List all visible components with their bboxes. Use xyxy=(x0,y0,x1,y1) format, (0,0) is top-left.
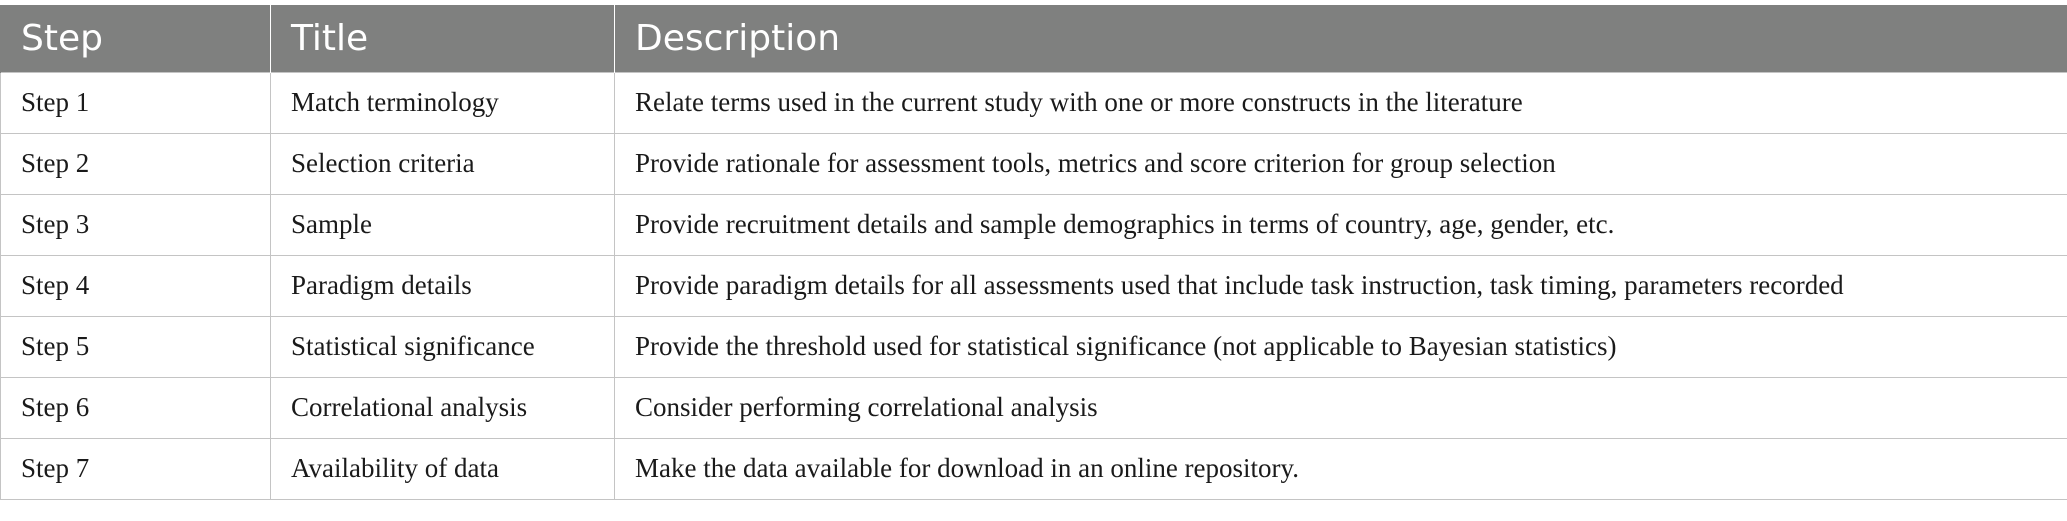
table-row xyxy=(1,194,2067,255)
cell-title: Paradigm details xyxy=(271,255,615,316)
cell-step: Step 5 xyxy=(1,316,271,377)
steps-table-container xyxy=(0,5,2067,500)
cell-description: Consider performing correlational analysis xyxy=(615,377,2067,438)
table-row xyxy=(1,377,2067,438)
cell-step: Step 1 xyxy=(1,72,271,133)
table-header xyxy=(1,5,2067,72)
cell-step: Step 4 xyxy=(1,255,271,316)
cell-step: Step 3 xyxy=(1,194,271,255)
cell-title: Correlational analysis xyxy=(271,377,615,438)
cell-step: Step 6 xyxy=(1,377,271,438)
table-body xyxy=(1,72,2067,499)
table-row xyxy=(1,316,2067,377)
cell-description: Provide recruitment details and sample demographics in terms of country, age, gender, etc. xyxy=(615,194,2067,255)
cell-description: Provide paradigm details for all assessments used that include task instruction, task timing, parameters recorded xyxy=(615,255,2067,316)
table-row xyxy=(1,438,2067,499)
cell-description: Make the data available for download in an online repository. xyxy=(615,438,2067,499)
cell-step: Step 2 xyxy=(1,133,271,194)
table-row xyxy=(1,133,2067,194)
cell-description: Provide the threshold used for statistical significance (not applicable to Bayesian statistics) xyxy=(615,316,2067,377)
cell-title: Availability of data xyxy=(271,438,615,499)
table-row xyxy=(1,72,2067,133)
steps-table xyxy=(0,5,2067,500)
cell-title: Statistical significance xyxy=(271,316,615,377)
cell-title: Match terminology xyxy=(271,72,615,133)
cell-description: Relate terms used in the current study with one or more constructs in the literature xyxy=(615,72,2067,133)
cell-step: Step 7 xyxy=(1,438,271,499)
header-step: Step xyxy=(1,5,271,72)
header-row xyxy=(1,5,2067,72)
cell-description: Provide rationale for assessment tools, metrics and score criterion for group selection xyxy=(615,133,2067,194)
header-description: Description xyxy=(615,5,2067,72)
cell-title: Sample xyxy=(271,194,615,255)
cell-title: Selection criteria xyxy=(271,133,615,194)
header-title: Title xyxy=(271,5,615,72)
table-row xyxy=(1,255,2067,316)
